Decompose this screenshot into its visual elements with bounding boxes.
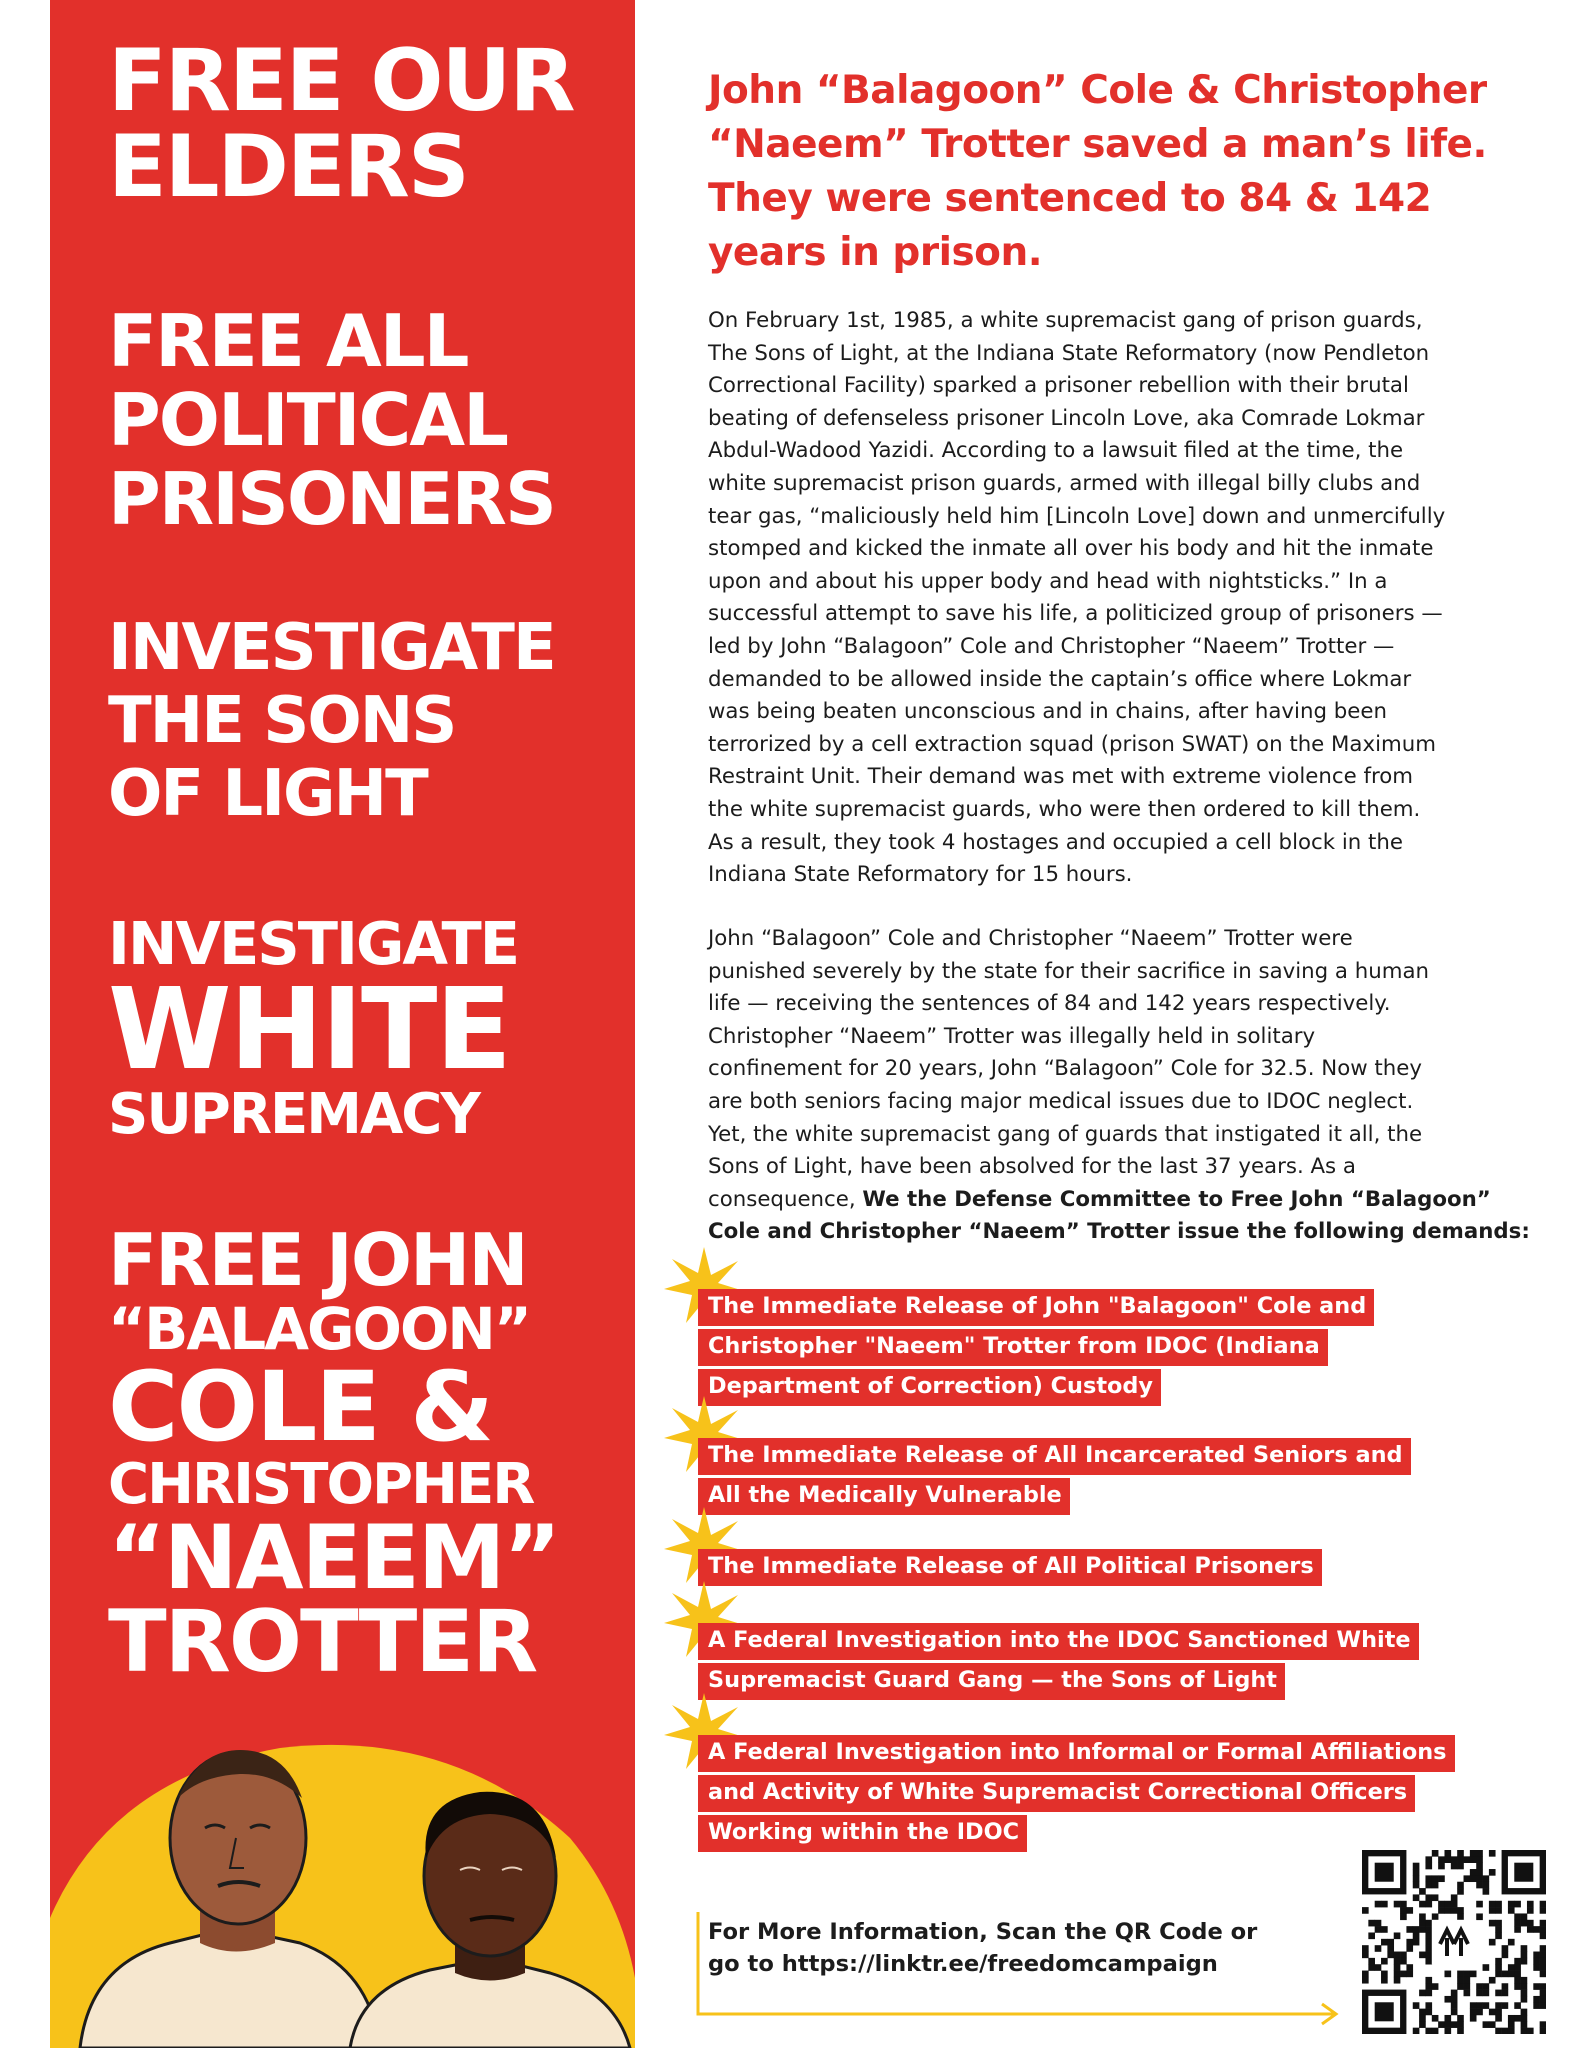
story-paragraph-2: John “Balagoon” Cole and Christopher “Naeem” Trotter were punished severely by the state for their sacrifice in saving a human life — receiving the sentences of 84 and 142 years respectively. Christopher “Naeem” Trotter was illegally held in solitary confinement for 20 years, John “Balagoon” Cole for 32.5. Now they are both seniors facing major medical issues due to IDOC neglect. Yet, the white supremacist gang of guards that instigated it all, the Sons of Light, have been absolved for the last 37 years. As a consequence, We the Defense Committee to Free John “Balagoon” Cole and Christopher “Naeem” Trotter issue the following demands: [708, 926, 1530, 1245]
qr-code[interactable] [1362, 1850, 1546, 2034]
more-info-callout [694, 1908, 1354, 2028]
slogan-investigate-sons-of-light: INVESTIGATE THE SONS OF LIGHT [108, 611, 555, 831]
left-banner [50, 0, 635, 2048]
demand-item: The Immediate Release of All Incarcerated Seniors and All the Medically Vulnerable [698, 1438, 1411, 1518]
slogan-free-political-prisoners: FREE ALL POLITICAL PRISONERS [108, 299, 555, 541]
headline: John “Balagoon” Cole & Christopher “Naeem” Trotter saved a man’s life. They were sentenced to 84 & 142 years in prison. [708, 68, 1487, 275]
portrait-illustration [50, 1688, 635, 2048]
demand-item: The Immediate Release of All Political Prisoners [698, 1549, 1322, 1589]
story-paragraph-1: On February 1st, 1985, a white supremacist gang of prison guards, The Sons of Light, at the Indiana State Reformatory (now Pendleton Correctional Facility) sparked a prisoner rebellion with their brutal beating of defenseless prisoner Lincoln Love, aka Comrade Lokmar Abdul-Wadood Yazidi. According to a lawsuit filed at the time, the white supremacist prison guards, armed with illegal billy clubs and tear gas, “maliciously held him [Lincoln Love] down and unmercifully stomped and kicked the inmate all over his body and hit the inmate upon and about his upper body and head with nightsticks.” In a successful attempt to save his life, a politicized group of prisoners — led by John “Balagoon” Cole and Christopher “Naeem” Trotter — demanded to be allowed inside the captain’s office where Lokmar was being beaten unconscious and in chains, after having been terrorized by a cell extraction squad (prison SWAT) on the Maximum Restraint Unit. Their demand was met with extreme violence from the white supremacist guards, who were then ordered to kill them. As a result, they took 4 hostages and occupied a cell block in the Indiana State Reformatory for 15 hours. [708, 308, 1446, 888]
demand-item: A Federal Investigation into Informal or Formal Affiliations and Activity of White Supremacist Correctional Officers Working within the IDOC [698, 1735, 1455, 1855]
demand-item: A Federal Investigation into the IDOC Sanctioned White Supremacist Guard Gang — the Sons of Light [698, 1623, 1419, 1703]
demands-intro-line: consequence, We the Defense Committee to Free John “Balagoon” [708, 1186, 1491, 1212]
slogan-free-cole-and-trotter: FREE JOHN “BALAGOON” COLE & CHRISTOPHER “NAEEM” TROTTER [108, 1218, 560, 1692]
more-info-text: For More Information, Scan the QR Code or go to https://linktr.ee/freedomcampaign [708, 1916, 1257, 1980]
demand-item: The Immediate Release of John "Balagoon" Cole and Christopher "Naeem" Trotter from IDOC (Indiana Department of Correction) Custody [698, 1289, 1374, 1409]
slogan-free-our-elders: FREE OUR ELDERS [108, 31, 574, 217]
linktree-link[interactable]: go to https://linktr.ee/freedomcampaign [708, 1951, 1218, 1977]
slogan-investigate-white-supremacy: INVESTIGATE WHITE SUPREMACY [108, 909, 519, 1147]
